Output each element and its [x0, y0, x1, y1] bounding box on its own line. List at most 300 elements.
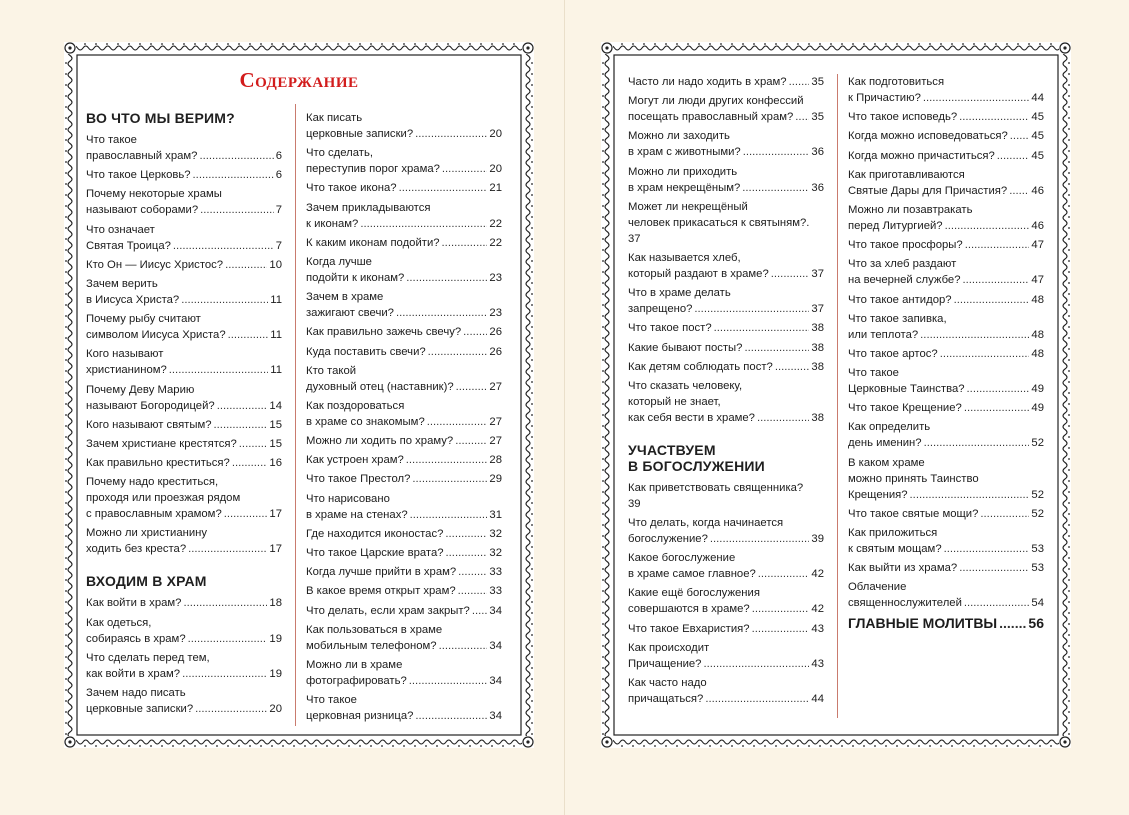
page-number: 20	[489, 128, 502, 140]
toc-entry[interactable]	[306, 289, 502, 321]
page-number: 42	[811, 568, 824, 581]
page-number: 52	[1031, 437, 1044, 450]
toc-entry-text: Зачем надо писать	[86, 687, 186, 699]
section-heading-line: ВХОДИМ В ХРАМ	[86, 573, 207, 590]
dot-leader	[409, 673, 488, 689]
toc-entry[interactable]	[848, 525, 1044, 557]
book-gutter	[564, 0, 565, 815]
toc-entry-text: совершаются в храме?	[628, 603, 750, 616]
dot-leader	[964, 595, 1030, 611]
dot-leader	[980, 506, 1029, 522]
page-number: 22	[489, 236, 502, 249]
toc-entry-text: причащаться?	[628, 693, 704, 705]
toc-entry[interactable]	[86, 417, 282, 433]
page-number: 42	[811, 603, 824, 616]
toc-entry-text: В какое время открыт храм?	[306, 585, 456, 598]
toc-entry-text: Как определить	[848, 421, 931, 434]
dot-leader	[415, 708, 487, 724]
toc-entry[interactable]	[628, 164, 824, 196]
toc-entry-text: к святым мощам?	[848, 543, 942, 555]
toc-entry-text: Можно ли позавтракать	[848, 203, 973, 216]
toc-entry-text: к Причастию?	[848, 92, 921, 104]
page-number: 39	[811, 533, 824, 546]
toc-entry[interactable]	[306, 145, 502, 177]
toc-entry[interactable]	[86, 685, 282, 717]
toc-entry-text: называют соборами?	[86, 204, 199, 217]
toc-entry[interactable]	[628, 285, 824, 317]
dot-leader	[703, 656, 809, 672]
toc-entry-text: Как войти в храм?	[86, 597, 182, 610]
toc-entry[interactable]	[306, 583, 502, 599]
page-number: 49	[1031, 402, 1044, 415]
dot-leader	[396, 305, 487, 321]
toc-column-2	[306, 110, 502, 727]
dot-leader	[228, 327, 269, 343]
page-number: 17	[269, 543, 282, 556]
page-number: 10	[269, 258, 282, 271]
dot-leader	[964, 400, 1030, 416]
dot-leader	[940, 346, 1030, 362]
toc-entry-text: Что такое Царские врата?	[306, 547, 444, 559]
toc-entry-text: Что такое Престол?	[306, 473, 411, 486]
dot-leader	[742, 180, 809, 196]
toc-entry-text: Что такое Евхаристия?	[628, 622, 750, 635]
toc-entry-text: Церковные Таинства?	[848, 383, 965, 396]
toc-entry-text: зажигают свечи?	[306, 307, 394, 320]
toc-entry-text: Как правильно зажечь свечу?	[306, 326, 462, 339]
page-number: 27	[489, 380, 502, 393]
page-number: 16	[269, 457, 282, 470]
toc-entry[interactable]	[628, 128, 824, 160]
toc-entry[interactable]	[628, 359, 824, 375]
toc-entry-text: называют Богородицей?	[86, 399, 215, 412]
toc-entry-text: Как приветствовать священника?	[628, 481, 804, 494]
toc-entry-text: Когда лучше	[306, 255, 372, 268]
toc-entry-text: К каким иконам подойти?	[306, 236, 440, 249]
toc-entry[interactable]	[86, 474, 282, 522]
toc-entry[interactable]	[86, 382, 282, 414]
toc-entry-text: Что сделать перед тем,	[86, 651, 210, 664]
toc-entry-text: который раздают в храме?	[628, 267, 769, 280]
toc-entry-text: Что делать, когда начинается	[628, 517, 784, 530]
toc-entry[interactable]	[306, 564, 502, 580]
dot-leader	[752, 621, 810, 637]
toc-entry[interactable]	[848, 74, 1044, 106]
dot-leader	[758, 566, 810, 582]
toc-entry-text: запрещено?	[628, 303, 693, 316]
toc-entry-text: Когда лучше прийти в храм?	[306, 566, 457, 579]
dot-leader	[455, 433, 487, 449]
toc-entry[interactable]	[848, 346, 1044, 362]
toc-entry-text: проходя или проезжая рядом	[86, 492, 241, 505]
dot-leader	[775, 359, 810, 375]
toc-entry-text: Почему надо креститься,	[86, 476, 219, 489]
toc-entry[interactable]	[306, 344, 502, 360]
page-number: 56	[1028, 614, 1044, 631]
dot-leader	[415, 126, 487, 142]
dot-leader	[446, 545, 488, 561]
toc-entry[interactable]	[848, 311, 1044, 343]
toc-entry-text: Когда можно причаститься?	[848, 149, 995, 162]
toc-entry[interactable]	[306, 491, 502, 523]
toc-entry-text: на вечерней службе?	[848, 274, 961, 287]
toc-entry-text: Могут ли люди других конфессий	[628, 95, 804, 108]
toc-entry-text: Как правильно креститься?	[86, 457, 230, 470]
dot-leader	[705, 691, 809, 707]
toc-entry[interactable]	[628, 340, 824, 356]
toc-entry-text: Что такое пост?	[628, 322, 712, 335]
toc-entry-text: собираясь в храм?	[86, 632, 186, 645]
toc-entry[interactable]	[628, 480, 824, 512]
page-number: 23	[489, 271, 502, 284]
toc-entry-text: Какие ещё богослужения	[628, 587, 760, 600]
toc-entry-text: Кто такой	[306, 364, 357, 377]
toc-entry[interactable]	[86, 167, 282, 183]
toc-entry-text: день именин?	[848, 437, 922, 450]
page-number: 46	[1031, 184, 1044, 197]
dot-leader	[188, 631, 268, 647]
toc-entry-text: подойти к иконам?	[306, 271, 405, 284]
dot-leader	[232, 455, 268, 471]
dot-leader	[744, 340, 809, 356]
toc-entry[interactable]	[306, 180, 502, 196]
toc-entry[interactable]	[848, 579, 1044, 611]
toc-entry-text: Что такое Церковь?	[86, 169, 191, 182]
dot-leader	[923, 90, 1030, 106]
dot-leader	[924, 435, 1030, 451]
dot-leader	[997, 148, 1030, 164]
toc-entry-text: Можно ли в храме	[306, 658, 403, 671]
page-number: 52	[1031, 488, 1044, 501]
toc-entry[interactable]	[848, 256, 1044, 288]
toc-entry[interactable]	[86, 436, 282, 452]
page-number: 45	[1031, 149, 1044, 162]
page-number: 43	[811, 657, 824, 670]
toc-entry[interactable]	[848, 455, 1044, 503]
page-number: 7	[275, 239, 282, 252]
dot-leader	[945, 218, 1030, 234]
toc-entry-text: Что такое артос?	[848, 347, 938, 360]
page-number: 36	[811, 181, 824, 194]
toc-entry[interactable]	[848, 167, 1044, 199]
toc-entry-text: Куда поставить свечи?	[306, 345, 426, 358]
toc-entry-text: Как пользоваться в храме	[306, 623, 443, 636]
dot-leader	[710, 531, 810, 547]
toc-entry[interactable]	[306, 433, 502, 449]
toc-entry-text: человек прикасаться к святыням?.	[628, 216, 810, 229]
toc-entry-text: Зачем в храме	[306, 291, 384, 304]
toc-entry[interactable]	[86, 222, 282, 254]
toc-entry-text: духовный отец (наставник)?	[306, 380, 454, 393]
toc-entry-text: Часто ли надо ходить в храм?	[628, 76, 787, 88]
toc-entry-text: Можно ли приходить	[628, 165, 738, 178]
page-number: 28	[489, 454, 502, 467]
page-number: 15	[269, 437, 282, 450]
dot-leader	[463, 324, 487, 340]
toc-entry-text: Что такое	[848, 367, 899, 380]
toc-entry-text: Можно ли христианину	[86, 527, 208, 540]
dot-leader	[789, 74, 810, 90]
dot-leader	[962, 272, 1029, 288]
toc-entry[interactable]	[848, 202, 1044, 234]
toc-entry[interactable]	[306, 622, 502, 654]
section-heading-line: В БОГОСЛУЖЕНИИ	[628, 457, 765, 474]
toc-entry-text: Как одеться,	[86, 616, 152, 629]
toc-entry-text: посещать православный храм?	[628, 111, 794, 124]
page-number: 18	[269, 597, 282, 610]
toc-entry-text: Какое богослужение	[628, 552, 736, 565]
toc-entry[interactable]	[306, 363, 502, 395]
toc-entry[interactable]	[306, 200, 502, 232]
dot-leader	[456, 379, 488, 395]
dot-leader	[239, 436, 268, 452]
dot-leader	[406, 452, 488, 468]
toc-entry-text: Зачем прикладываются	[306, 201, 431, 214]
dot-leader	[217, 398, 268, 414]
toc-entry-text: Что такое	[86, 134, 137, 146]
page-number: 48	[1031, 328, 1044, 341]
toc-entry[interactable]	[848, 148, 1044, 164]
toc-entry[interactable]	[628, 199, 824, 247]
toc-entry[interactable]	[306, 452, 502, 468]
toc-entry[interactable]	[306, 110, 502, 142]
page-number: 44	[1031, 92, 1044, 104]
section-heading	[86, 110, 282, 126]
page-number: 33	[489, 585, 502, 598]
toc-entry-text: в храме на стенах?	[306, 508, 408, 521]
dot-leader	[410, 507, 488, 523]
toc-entry[interactable]	[86, 346, 282, 378]
toc-entry-text: ГЛАВНЫЕ МОЛИТВЫ	[848, 614, 998, 631]
toc-entry[interactable]	[848, 560, 1044, 576]
page-number: 35	[811, 111, 824, 124]
toc-entry-text: Как детям соблюдать пост?	[628, 360, 773, 373]
toc-entry[interactable]	[306, 545, 502, 561]
page-number: 27	[489, 415, 502, 428]
toc-entry-text: в храм некрещёным?	[628, 181, 741, 194]
dot-leader	[428, 344, 488, 360]
toc-entry[interactable]	[628, 550, 824, 582]
page-number: 34	[489, 604, 502, 617]
toc-entry[interactable]	[306, 657, 502, 689]
toc-entry[interactable]	[306, 324, 502, 340]
toc-entry[interactable]	[86, 650, 282, 682]
toc-entry-text: Что делать, если храм закрыт?	[306, 604, 470, 617]
toc-entry-text: Что такое Крещение?	[848, 402, 962, 415]
toc-entry[interactable]	[86, 186, 282, 218]
dot-leader	[910, 487, 1030, 503]
page-number: 32	[489, 547, 502, 559]
toc-entry[interactable]	[628, 585, 824, 617]
dot-leader	[412, 471, 487, 487]
dot-leader	[458, 583, 488, 599]
toc-entry[interactable]	[848, 128, 1044, 144]
toc-entry[interactable]	[848, 419, 1044, 451]
page-number: 31	[489, 508, 502, 521]
toc-entry-text: как себя вести в храме?	[628, 411, 755, 424]
toc-entry-text: Можно ли ходить по храму?	[306, 435, 454, 448]
page-number: 38	[811, 322, 824, 335]
toc-entry[interactable]	[86, 595, 282, 611]
toc-entry[interactable]	[628, 93, 824, 125]
toc-entry-text: Зачем христиане крестятся?	[86, 437, 237, 450]
page-number: 27	[489, 435, 502, 448]
toc-entry-text: Как приложиться	[848, 527, 938, 539]
dot-leader	[752, 601, 810, 617]
toc-entry-text: Почему рыбу считают	[86, 313, 201, 326]
toc-entry-text: Почему некоторые храмы	[86, 188, 222, 201]
dot-leader	[954, 292, 1030, 308]
dot-leader	[1010, 128, 1030, 144]
toc-entry[interactable]	[306, 603, 502, 619]
toc-entry-text: перед Литургией?	[848, 219, 943, 232]
section-heading	[628, 442, 824, 474]
page-number: 49	[1031, 383, 1044, 396]
toc-entry-text: Что сказать человеку,	[628, 379, 743, 392]
toc-entry[interactable]	[306, 692, 502, 724]
dot-leader	[439, 638, 488, 654]
dot-leader	[714, 320, 810, 336]
toc-entry-text: Облачение	[848, 581, 907, 594]
page-number: 15	[269, 418, 282, 431]
toc-entry[interactable]	[628, 320, 824, 336]
page-number: 35	[811, 76, 824, 88]
page-number: 26	[489, 345, 502, 358]
page-number: 21	[489, 182, 502, 195]
toc-entry[interactable]	[306, 398, 502, 430]
toc-entry-text: Что такое запивка,	[848, 312, 947, 325]
dot-leader	[427, 414, 488, 430]
toc-entry-text: Что такое	[306, 694, 357, 707]
toc-entry-text: Как поздороваться	[306, 399, 405, 412]
toc-entry-text: мобильным телефоном?	[306, 639, 437, 652]
toc-entry[interactable]	[848, 237, 1044, 253]
toc-entry-text: можно принять Таинство	[848, 472, 979, 485]
page-number: 34	[489, 674, 502, 687]
toc-entry[interactable]	[628, 74, 824, 90]
page-number: 11	[270, 329, 282, 342]
toc-final-entry[interactable]	[848, 615, 1044, 631]
page-number: 43	[811, 622, 824, 635]
toc-entry[interactable]	[628, 250, 824, 282]
toc-entry[interactable]	[86, 257, 282, 273]
toc-entry-text: церковные записки?	[306, 128, 414, 140]
page-number: 32	[489, 527, 502, 540]
toc-entry-text: Что такое исповедь?	[848, 111, 958, 124]
toc-column-3	[628, 74, 824, 710]
toc-entry-text: Причащение?	[628, 657, 702, 670]
toc-entry[interactable]	[628, 515, 824, 547]
toc-entry-text: Что в храме делать	[628, 287, 731, 300]
page-number: 34	[489, 710, 502, 723]
dot-leader	[795, 109, 809, 125]
toc-entry[interactable]	[306, 235, 502, 251]
toc-entry[interactable]	[848, 506, 1044, 522]
left-page	[64, 42, 534, 748]
page-title: Содержание	[239, 68, 359, 92]
toc-entry-text: Что нарисовано	[306, 492, 390, 505]
dot-leader	[472, 603, 488, 619]
toc-entry-text: Что за хлеб раздают	[848, 258, 957, 271]
page-number: 11	[270, 293, 282, 306]
toc-entry-text: Как происходит	[628, 641, 710, 654]
toc-entry-text: Какие бывают посты?	[628, 341, 743, 354]
dot-leader	[694, 301, 809, 317]
toc-entry-text: Кого называют святым?	[86, 418, 212, 431]
toc-entry-text: Можно ли заходить	[628, 130, 730, 143]
dot-leader	[200, 202, 274, 218]
toc-entry[interactable]	[628, 621, 824, 637]
page-number: 52	[1031, 507, 1044, 520]
dot-leader	[1009, 183, 1029, 199]
dot-leader	[771, 266, 810, 282]
toc-entry-text: в храме со знакомым?	[306, 415, 425, 428]
page-number: 54	[1031, 597, 1044, 610]
toc-entry[interactable]	[628, 675, 824, 707]
page-number: 37	[811, 267, 824, 280]
page-number: 45	[1031, 111, 1044, 124]
toc-entry-text: Зачем верить	[86, 277, 158, 290]
toc-entry[interactable]	[306, 526, 502, 542]
column-divider	[295, 104, 296, 726]
page-number: 38	[811, 341, 824, 354]
page-number: 29	[489, 473, 502, 486]
dot-leader	[757, 410, 809, 426]
toc-entry[interactable]	[848, 365, 1044, 397]
toc-column-4	[848, 74, 1044, 634]
toc-entry-text: Как выйти из храма?	[848, 562, 958, 575]
toc-entry[interactable]	[306, 254, 502, 286]
toc-entry[interactable]	[86, 525, 282, 557]
page-number: 47	[1031, 239, 1044, 252]
toc-entry[interactable]	[306, 471, 502, 487]
toc-entry[interactable]	[86, 276, 282, 308]
dot-leader	[399, 180, 488, 196]
toc-entry-text: с православным храмом?	[86, 508, 222, 521]
toc-entry-text: священнослужителей	[848, 597, 962, 610]
toc-entry[interactable]	[86, 311, 282, 343]
page-number: 53	[1031, 543, 1044, 555]
page-number: 44	[811, 693, 824, 705]
page-number: 26	[489, 326, 502, 339]
page-number: 14	[269, 399, 282, 412]
page-number: 53	[1031, 562, 1044, 575]
toc-entry-text: Что означает	[86, 223, 155, 236]
toc-entry[interactable]	[848, 109, 1044, 125]
toc-entry-text: в храме самое главное?	[628, 568, 756, 581]
dot-leader	[169, 362, 268, 378]
dot-leader	[445, 526, 487, 542]
toc-entry-text: Святая Троица?	[86, 239, 171, 252]
dot-leader	[406, 270, 487, 286]
toc-entry[interactable]	[86, 615, 282, 647]
toc-entry-text: Что такое просфоры?	[848, 239, 963, 252]
toc-entry[interactable]	[86, 455, 282, 471]
toc-entry-text: который не знает,	[628, 395, 721, 408]
toc-entry[interactable]	[628, 378, 824, 426]
toc-entry[interactable]	[848, 400, 1044, 416]
right-page	[601, 42, 1071, 748]
toc-entry[interactable]	[848, 292, 1044, 308]
toc-entry[interactable]	[628, 640, 824, 672]
dot-leader	[442, 161, 488, 177]
toc-entry[interactable]	[86, 132, 282, 164]
toc-entry-text: Как называется хлеб,	[628, 251, 741, 264]
toc-column-1	[86, 104, 282, 720]
toc-entry-text: Кто Он — Иисус Христос?	[86, 258, 224, 271]
page-number: 19	[269, 632, 282, 645]
page-number: 7	[275, 204, 282, 217]
